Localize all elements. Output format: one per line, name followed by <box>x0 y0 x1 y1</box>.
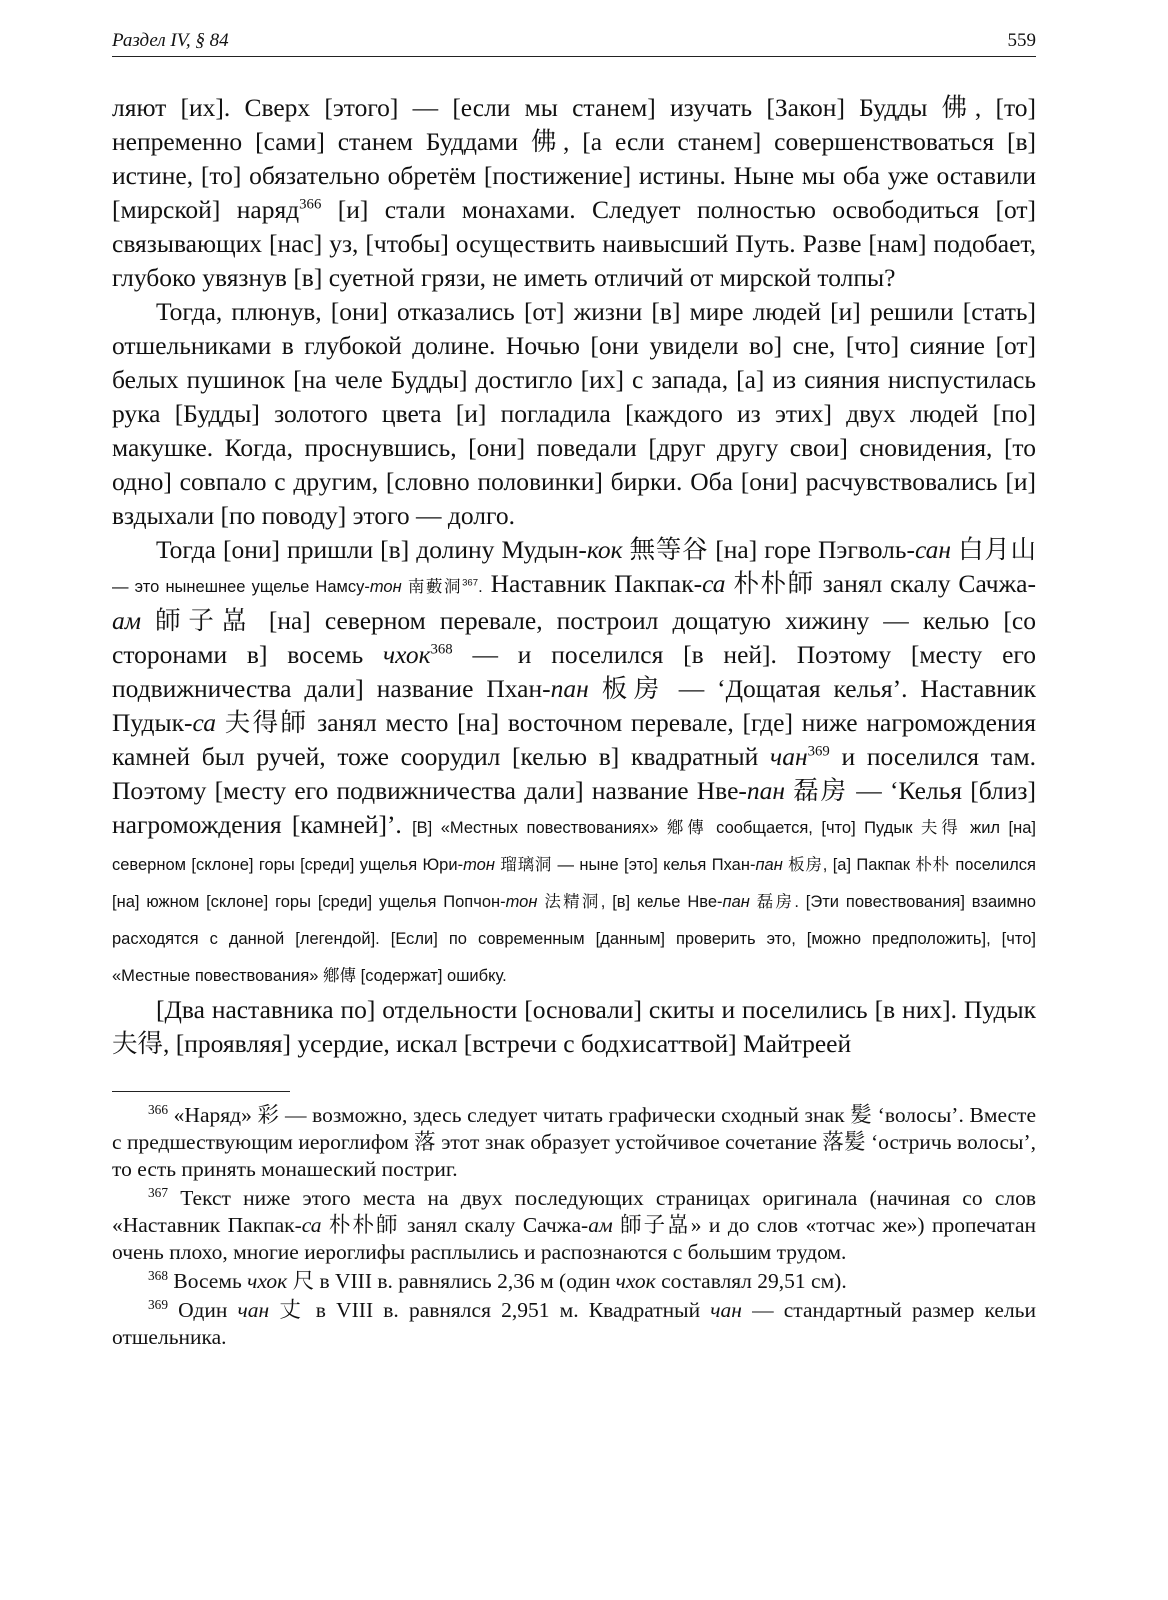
italic-term: пан <box>722 893 750 911</box>
text-run: 南藪洞 <box>401 578 463 596</box>
italic-term: кок <box>586 535 623 564</box>
italic-term: чхок <box>247 1269 288 1293</box>
main-text <box>112 91 1036 1061</box>
footnote-text: «Наряд» 彩 — возможно, здесь следует читать графически сходный знак 髪 ‘волосы’. Вместе с предшествующим иероглифом 落 этот знак образует устойчивое сочетание 落髪 ‘остричь волосы’, то есть принять монашеский постриг. <box>112 1103 1036 1181</box>
italic-term: ам <box>112 606 142 635</box>
italic-term: са <box>192 708 216 737</box>
italic-term: чхок <box>382 640 431 669</box>
footnote-text: 尺 в VIII в. равнялись 2,36 м (один <box>287 1269 616 1293</box>
footnote-text: 師子嵓» и до слов «тотчас же») пропечатан очень плохо, многие иероглифы расплылись и распознаются с большим трудом. <box>112 1213 1037 1264</box>
footnote-ref-368[interactable]: 368 <box>430 641 453 658</box>
text-run: Тогда [они] пришли [в] долину Мудын- <box>156 535 587 564</box>
footnote-text: — стандартный размер кельи отшельника. <box>112 1298 1036 1349</box>
inline-note <box>112 578 483 596</box>
italic-term: пан <box>746 776 786 805</box>
footnote-ref-366[interactable]: 366 <box>299 196 322 213</box>
footnote-ref-367[interactable]: 367 <box>462 577 479 589</box>
footnote-text: 丈 в VIII в. равнялся 2,951 м. Квадратный <box>269 1298 711 1322</box>
italic-term: са <box>301 1213 322 1237</box>
footnote-text: 朴朴師 занял скалу Сачжа- <box>321 1213 589 1237</box>
text-run: 板房 — ‘Дощатая келья’. Наставник Пудык- <box>112 674 1036 737</box>
text-run: 朴朴師 занял скалу Сачжа- <box>725 569 1036 598</box>
footnote-divider <box>112 1091 290 1092</box>
italic-term: тон <box>369 578 402 596</box>
italic-term: чан <box>237 1298 270 1322</box>
text-run: 法精洞, [в] келье Нве- <box>537 893 723 911</box>
footnote-368 <box>112 1268 1036 1295</box>
footnote-text: Восемь <box>168 1269 248 1293</box>
commentary-note <box>112 819 1036 985</box>
italic-term: пан <box>550 674 589 703</box>
footnote-366 <box>112 1102 1036 1183</box>
italic-term: чхок <box>615 1269 656 1293</box>
footnote-text: составлял 29,51 см). <box>655 1269 847 1293</box>
footnote-369 <box>112 1297 1036 1351</box>
text-run: и поселился там. Поэтому [месту его подвижничества дали] название Нве- <box>112 742 1036 805</box>
section-title: Раздел IV, § 84 <box>112 30 229 51</box>
text-run: 磊房. [Эти повествования] взаимно расходятся с данной [легендой]. [Если] по современным [данным] проверить это, [можно предположить], [что] «Местные повествования» 鄕傳 [содержат] ошибку. <box>112 893 1036 985</box>
text-run: — и поселился [в ней]. Поэтому [месту его подвижничества дали] название Пхан- <box>112 640 1036 703</box>
text-run: Наставник Пакпак- <box>482 569 703 598</box>
italic-term: пан <box>755 856 783 874</box>
page-number: 559 <box>1007 30 1036 51</box>
text-run: 瑠璃洞 — ныне [это] келья Пхан- <box>494 856 756 874</box>
paragraph-3 <box>112 533 1036 993</box>
text-run: 夫得師 занял место [на] восточном перевале, [где] ниже нагромождения камней был ручей, тоже соорудил [келью в] квадратный <box>112 708 1036 771</box>
footnote-ref-369[interactable]: 369 <box>807 743 830 760</box>
text-run: 板房, [а] Пакпак 朴朴 поселился [на] южном [склоне] горы [среди] ущелья Попчон- <box>112 856 1036 911</box>
running-head <box>112 30 1036 57</box>
italic-term: сан <box>914 535 952 564</box>
text-run: 磊房 — ‘Келья [близ] нагромождения [камней]’. <box>112 776 1036 839</box>
footnote-number: 368 <box>148 1267 168 1283</box>
footnote-number: 369 <box>148 1296 168 1312</box>
text-run: [и] стали монахами. Следует полностью освободиться [от] связывающих [нас] уз, [чтобы] осуществить наивысший Путь. Разве [нам] подобает, глубоко увязнув [в] суетной грязи, не иметь отличий от мирской толпы? <box>112 195 1037 292</box>
text-run: [В] «Местных повествованиях» 鄕傳 сообщается, [что] Пудык 夫得 жил [на] северном [склоне] горы [среди] ущелья Юри- <box>112 819 1036 874</box>
paragraph-2: Тогда, плюнув, [они] отказались [от] жизни [в] мире людей [и] решили [стать] отшельниками в глубокой долине. Ночью [они увидели во] сне, [что] сияние [от] белых пушинок [на челе Будды] достигло [их] с запада, [а] из сияния ниспустилась рука [Будды] золотого цвета [и] погладила [каждого из этих] двух людей [по] макушке. Когда, проснувшись, [они] поведали [друг другу свои] сновидения, [то одно] совпало с другим, [словно половинки] бирки. Оба [они] расчувствовались [и] вздыхали [по поводу] этого — долго. <box>112 297 1036 530</box>
italic-term: тон <box>505 893 538 911</box>
italic-term: чан <box>770 742 808 771</box>
footnote-number: 367 <box>148 1184 168 1200</box>
italic-term: ам <box>588 1213 613 1237</box>
text-run: . <box>478 578 483 596</box>
italic-term: са <box>702 569 726 598</box>
footnote-text: Один <box>168 1298 238 1322</box>
italic-term: чан <box>710 1298 742 1322</box>
footnotes <box>112 1102 1036 1351</box>
text-run: — это нынешнее ущелье Намсу- <box>112 578 370 596</box>
text-run: 師子嵓 [на] северном перевале, построил дощатую хижину — келью [со сторонами в] восемь <box>112 606 1036 669</box>
footnote-367 <box>112 1185 1036 1266</box>
paragraph-4: [Два наставника по] отдельности [основали] скиты и поселились [в них]. Пудык 夫得, [проявляя] усердие, искал [встречи с бодхисаттвой] Майтреей <box>112 995 1036 1058</box>
text-run: 白月山 <box>951 535 1036 564</box>
footnote-text: Текст ниже этого места на двух последующих страницах оригинала (начиная со слов «Наставник Пакпак- <box>112 1186 1036 1237</box>
paragraph-1 <box>112 91 1036 295</box>
text-run: ляют [их]. Сверх [этого] — [если мы станем] изучать [Закон] Будды 佛, [то] непременно [сами] станем Буддами 佛, [а если станем] совершенствоваться [в] истине, [то] обязательно обретём [постижение] истины. Ныне мы оба уже оставили [мирской] наряд <box>112 93 1036 224</box>
italic-term: тон <box>463 856 495 874</box>
text-run: 無等谷 [на] горе Пэгволь- <box>622 535 915 564</box>
book-page <box>112 30 1036 1353</box>
footnote-number: 366 <box>148 1101 168 1117</box>
